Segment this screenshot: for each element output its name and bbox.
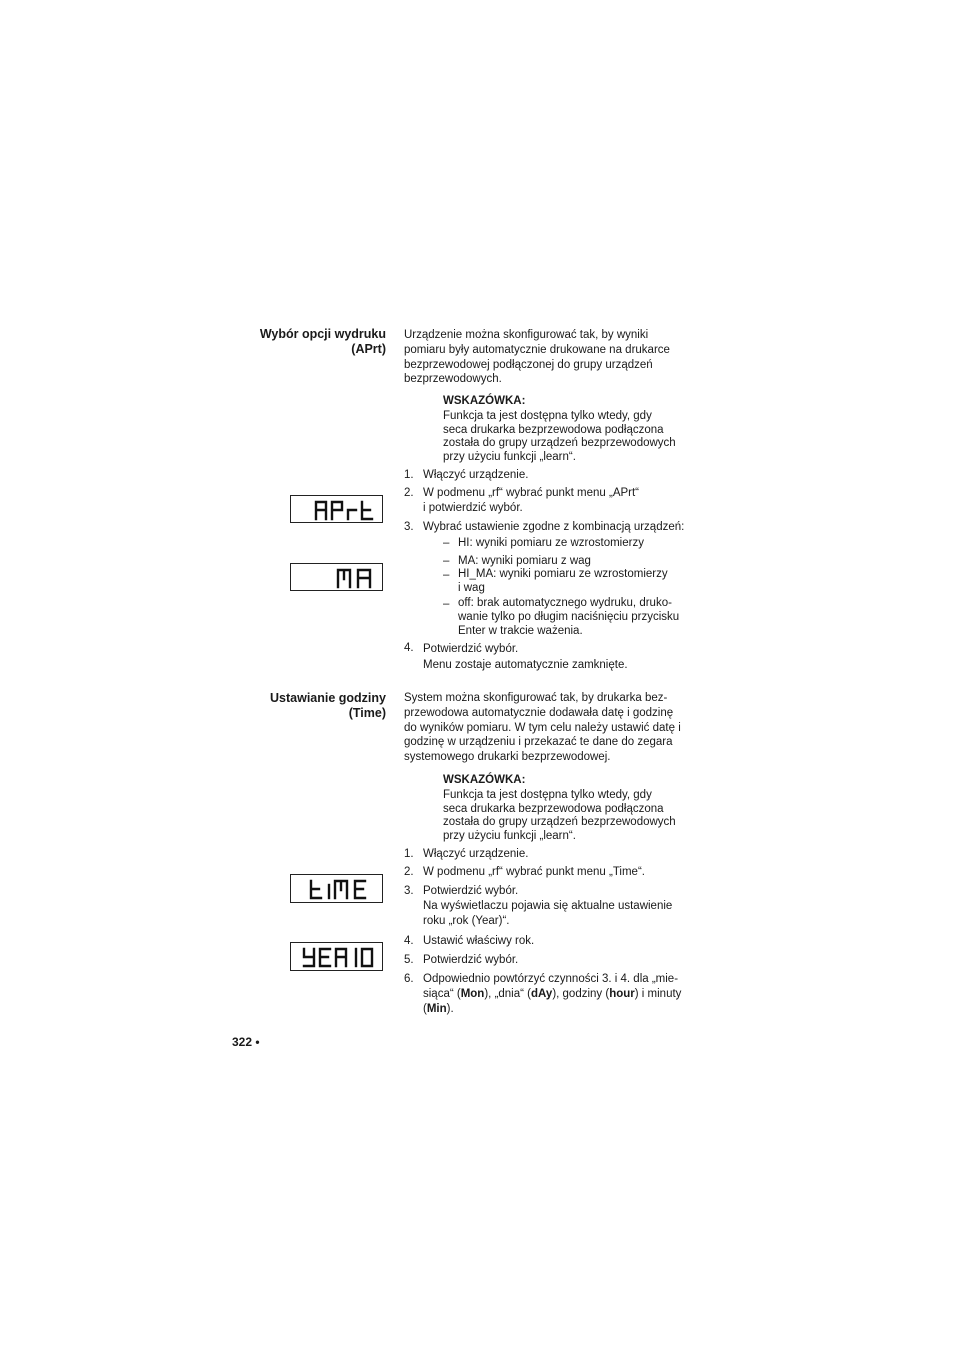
note-line: Funkcja ta jest dostępna tylko wtedy, gdy — [443, 789, 652, 801]
section-heading-aprt — [186, 327, 386, 357]
option-dash: – — [443, 598, 450, 610]
step-number: 4. — [404, 935, 414, 947]
option-text: HI: wyniki pomiaru ze wzrostomierzy — [458, 537, 644, 549]
step-line: Na wyświetlaczu pojawia się aktualne ustawienie — [423, 900, 673, 913]
option-line: i wag — [458, 581, 485, 594]
lcd-ma-segments — [336, 567, 376, 589]
note-title: WSKAZÓWKA: — [443, 774, 526, 786]
bold-code: Mon — [460, 987, 485, 1000]
heading-line: (Time) — [348, 706, 386, 720]
step-number: 2. — [404, 866, 414, 878]
step-line: Potwierdzić wybór. — [423, 885, 519, 897]
note-line: seca drukarka bezprzewodowa podłączona — [443, 423, 664, 436]
step-number: 5. — [404, 954, 414, 966]
step-text: Ustawić właściwy rok. — [423, 935, 535, 947]
step-text — [423, 486, 695, 516]
option-line: wanie tylko po długim naciśnięciu przycisku — [458, 610, 680, 623]
section-intro — [404, 328, 694, 387]
option-dash: – — [443, 537, 450, 549]
lcd-year-segments — [302, 946, 376, 968]
lcd-time-segments — [309, 878, 379, 900]
step-text: Włączyć urządzenie. — [423, 469, 529, 481]
intro-line: do wyników pomiaru. W tym celu należy ustawić datę i — [404, 721, 681, 734]
step-text — [423, 972, 695, 1016]
lcd-display-ma — [290, 563, 383, 591]
intro-line: System można skonfigurować tak, by drukarka bez- — [404, 692, 668, 704]
step-number: 4. — [404, 642, 414, 654]
lcd-display-aprt — [290, 495, 383, 523]
option-line: HI_MA: wyniki pomiaru ze wzrostomierzy — [458, 568, 668, 580]
step-text — [423, 884, 695, 930]
note-title: WSKAZÓWKA: — [443, 395, 526, 407]
intro-line: systemowego drukarki bezprzewodowej. — [404, 751, 611, 764]
step-line: roku „rok (Year)“. — [423, 915, 510, 928]
bold-code: dAy — [531, 987, 553, 1000]
step-text: Wybrać ustawienie zgodne z kombinacją urządzeń: — [423, 521, 685, 533]
intro-line: przewodowa automatycznie dodawała datę i godzinę — [404, 706, 674, 719]
text-run: siąca“ ( — [423, 987, 461, 1000]
step-number: 1. — [404, 848, 414, 860]
note-line: przy użyciu funkcji „learn“. — [443, 829, 576, 842]
note-line: seca drukarka bezprzewodowa podłączona — [443, 802, 664, 815]
note-line: przy użyciu funkcji „learn“. — [443, 450, 576, 463]
step-line: i potwierdzić wybór. — [423, 501, 523, 514]
step-line: Potwierdzić wybór. — [423, 643, 519, 655]
lcd-aprt-segments — [314, 499, 376, 521]
bold-code: hour — [609, 987, 635, 1000]
text-run: ) i minuty — [634, 987, 682, 1000]
step-number: 3. — [404, 521, 414, 533]
text-run: ), „dnia“ ( — [484, 987, 531, 1000]
step-text: W podmenu „rf“ wybrać punkt menu „Time“. — [423, 866, 645, 878]
intro-line: bezprzewodowej podłączonej do grupy urządzeń — [404, 358, 653, 371]
step-number: 2. — [404, 487, 414, 499]
note-line: została do grupy urządzeń bezprzewodowych — [443, 437, 676, 450]
text-run: ), godziny ( — [552, 987, 610, 1000]
lcd-display-time — [290, 874, 383, 903]
intro-line: Urządzenie można skonfigurować tak, by wyniki — [404, 329, 649, 341]
lcd-display-year — [290, 942, 383, 971]
section-intro — [404, 691, 694, 765]
step-text — [423, 641, 695, 673]
step-number: 6. — [404, 973, 414, 985]
note-line: została do grupy urządzeń bezprzewodowych — [443, 816, 676, 829]
text-run: ). — [446, 1002, 454, 1015]
page-number: 322 • — [232, 1035, 260, 1049]
option-text — [458, 568, 698, 596]
step-line: Odpowiednio powtórzyć czynności 3. i 4. dla „mie- — [423, 973, 679, 985]
option-dash: – — [443, 569, 450, 581]
step-number: 3. — [404, 885, 414, 897]
step-line — [423, 987, 695, 1002]
text-run: ( — [423, 1002, 427, 1015]
bold-code: Min — [426, 1002, 447, 1015]
step-line — [423, 1002, 695, 1017]
note-text — [443, 410, 693, 464]
intro-line: godzinę w urządzeniu i przekazać te dane do zegara — [404, 736, 673, 749]
step-text: Potwierdzić wybór. — [423, 954, 519, 966]
heading-line: Wybór opcji wydruku — [259, 327, 386, 341]
option-text — [458, 597, 698, 638]
option-line: Enter w trakcie ważenia. — [458, 624, 583, 637]
option-text: MA: wyniki pomiaru z wag — [458, 555, 591, 567]
option-line: off: brak automatycznego wydruku, druko- — [458, 597, 672, 609]
intro-line: pomiaru były automatycznie drukowane na drukarce — [404, 343, 670, 356]
option-dash: – — [443, 555, 450, 567]
note-line: Funkcja ta jest dostępna tylko wtedy, gdy — [443, 410, 652, 422]
step-line: Menu zostaje automatycznie zamknięte. — [423, 659, 628, 671]
section-heading-time — [186, 691, 386, 721]
note-text — [443, 789, 693, 843]
heading-line: (APrt) — [351, 342, 386, 356]
step-line: W podmenu „rf“ wybrać punkt menu „APrt“ — [423, 487, 640, 499]
step-text: Włączyć urządzenie. — [423, 848, 529, 860]
intro-line: bezprzewodowych. — [404, 373, 502, 386]
heading-line: Ustawianie godziny — [270, 691, 386, 705]
step-number: 1. — [404, 469, 414, 481]
